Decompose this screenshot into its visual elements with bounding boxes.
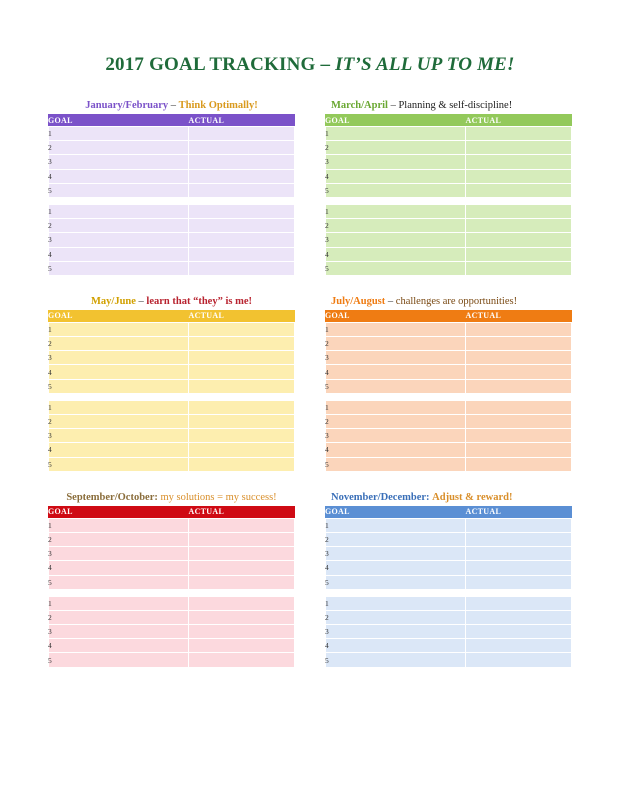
- page-title-main: 2017 GOAL TRACKING –: [105, 54, 336, 75]
- actual-cell[interactable]: [466, 127, 572, 141]
- actual-cell[interactable]: [466, 337, 572, 351]
- block-month-mar-apr: March/April: [331, 100, 388, 111]
- block-tagline-sep-oct: my solutions = my success!: [160, 491, 277, 503]
- goal-cell[interactable]: [325, 204, 466, 218]
- page-title: [0, 0, 620, 76]
- goal-cell[interactable]: [325, 596, 466, 610]
- table-row: [48, 261, 295, 275]
- goal-block-jul-aug: [325, 296, 572, 472]
- block-month-sep-oct: September/October:: [66, 491, 158, 503]
- actual-cell[interactable]: [189, 351, 295, 365]
- actual-cell[interactable]: [466, 547, 572, 561]
- table-row: [325, 127, 572, 141]
- goal-cell[interactable]: [48, 561, 189, 575]
- actual-cell[interactable]: [466, 365, 572, 379]
- goal-table-jan-feb: [48, 114, 295, 276]
- actual-cell[interactable]: [189, 625, 295, 639]
- table-row: [48, 596, 295, 610]
- table-row: [325, 219, 572, 233]
- goal-cell[interactable]: [325, 127, 466, 141]
- actual-cell[interactable]: [189, 457, 295, 471]
- goal-cell[interactable]: [48, 141, 189, 155]
- goal-cell[interactable]: [325, 261, 466, 275]
- actual-cell[interactable]: [466, 596, 572, 610]
- block-tagline-jul-aug: challenges are opportunities!: [395, 295, 518, 307]
- actual-cell[interactable]: [466, 183, 572, 197]
- table-row: [48, 575, 295, 589]
- table-row: [48, 532, 295, 546]
- goal-cell[interactable]: [325, 561, 466, 575]
- table-row: [325, 561, 572, 575]
- table-row: [48, 233, 295, 247]
- goal-block-mar-apr: [325, 100, 572, 276]
- table-row: [48, 415, 295, 429]
- gap-goal: [48, 589, 189, 596]
- actual-cell[interactable]: [466, 261, 572, 275]
- block-dash-jul-aug: –: [385, 295, 396, 307]
- table-row: [325, 183, 572, 197]
- actual-cell[interactable]: [466, 518, 572, 532]
- goal-table-nov-dec: [325, 506, 572, 668]
- actual-cell[interactable]: [189, 204, 295, 218]
- goal-cell[interactable]: [48, 351, 189, 365]
- table-row: [48, 169, 295, 183]
- column-header-actual: ACTUAL: [466, 310, 572, 323]
- table-gap-row: [48, 197, 295, 204]
- table-header-row: [325, 310, 572, 323]
- goal-cell[interactable]: [325, 610, 466, 624]
- table-row: [325, 233, 572, 247]
- goal-cell[interactable]: [325, 247, 466, 261]
- page-title-emphasis: IT’S ALL UP TO ME!: [335, 54, 515, 75]
- table-row: [48, 429, 295, 443]
- goal-cell[interactable]: [325, 575, 466, 589]
- table-row: [325, 415, 572, 429]
- table-row: [48, 127, 295, 141]
- goal-cell[interactable]: [48, 247, 189, 261]
- goal-cell[interactable]: [48, 653, 189, 667]
- goal-table-may-jun: [48, 310, 295, 472]
- actual-cell[interactable]: [189, 127, 295, 141]
- goal-cell[interactable]: [48, 233, 189, 247]
- goal-cell[interactable]: [48, 322, 189, 336]
- actual-cell[interactable]: [466, 141, 572, 155]
- actual-cell[interactable]: [189, 337, 295, 351]
- table-row: [325, 653, 572, 667]
- column-header-actual: ACTUAL: [466, 114, 572, 127]
- actual-cell[interactable]: [466, 532, 572, 546]
- actual-cell[interactable]: [189, 219, 295, 233]
- goal-cell[interactable]: [325, 653, 466, 667]
- actual-cell[interactable]: [466, 247, 572, 261]
- goal-blocks-grid: [0, 100, 620, 668]
- actual-cell[interactable]: [189, 379, 295, 393]
- column-header-goal: GOAL: [48, 310, 189, 323]
- actual-cell[interactable]: [189, 141, 295, 155]
- actual-cell[interactable]: [466, 204, 572, 218]
- table-header-row: [325, 114, 572, 127]
- table-row: [325, 155, 572, 169]
- actual-cell[interactable]: [189, 400, 295, 414]
- block-dash-jan-feb: –: [168, 100, 179, 111]
- block-month-jul-aug: July/August: [331, 295, 386, 307]
- block-heading-mar-apr: [325, 100, 572, 111]
- goal-cell[interactable]: [325, 429, 466, 443]
- table-row: [325, 518, 572, 532]
- table-row: [325, 351, 572, 365]
- goal-cell[interactable]: [48, 429, 189, 443]
- actual-cell[interactable]: [189, 547, 295, 561]
- block-tagline-mar-apr: Planning & self-discipline!: [398, 100, 513, 111]
- actual-cell[interactable]: [189, 261, 295, 275]
- goal-cell[interactable]: [48, 415, 189, 429]
- actual-cell[interactable]: [189, 365, 295, 379]
- table-row: [48, 365, 295, 379]
- table-header-row: [48, 114, 295, 127]
- gap-goal: [325, 393, 466, 400]
- actual-cell[interactable]: [189, 518, 295, 532]
- table-row: [325, 169, 572, 183]
- goal-cell[interactable]: [325, 518, 466, 532]
- actual-cell[interactable]: [189, 155, 295, 169]
- actual-cell[interactable]: [189, 610, 295, 624]
- goal-block-sep-oct: [48, 492, 295, 668]
- gap-actual: [189, 197, 295, 204]
- goal-cell[interactable]: [325, 322, 466, 336]
- actual-cell[interactable]: [189, 322, 295, 336]
- table-row: [48, 337, 295, 351]
- goal-cell[interactable]: [325, 625, 466, 639]
- goal-cell[interactable]: [325, 415, 466, 429]
- goal-block-may-jun: [48, 296, 295, 472]
- table-row: [48, 518, 295, 532]
- actual-cell[interactable]: [189, 596, 295, 610]
- block-dash-may-jun: –: [135, 295, 147, 307]
- actual-cell[interactable]: [189, 561, 295, 575]
- block-heading-may-jun: [48, 296, 295, 307]
- table-row: [325, 610, 572, 624]
- goal-cell[interactable]: [325, 169, 466, 183]
- actual-cell[interactable]: [466, 219, 572, 233]
- table-row: [48, 141, 295, 155]
- column-header-goal: GOAL: [325, 114, 466, 127]
- table-row: [48, 561, 295, 575]
- goal-cell[interactable]: [48, 639, 189, 653]
- table-row: [48, 610, 295, 624]
- table-row: [48, 351, 295, 365]
- block-dash-mar-apr: –: [387, 100, 399, 111]
- goal-cell[interactable]: [325, 443, 466, 457]
- table-row: [48, 183, 295, 197]
- gap-actual: [466, 589, 572, 596]
- goal-cell[interactable]: [48, 219, 189, 233]
- table-header-row: [325, 506, 572, 519]
- table-row: [48, 322, 295, 336]
- table-row: [48, 219, 295, 233]
- actual-cell[interactable]: [466, 575, 572, 589]
- table-row: [48, 547, 295, 561]
- goal-cell[interactable]: [48, 575, 189, 589]
- goal-cell[interactable]: [325, 379, 466, 393]
- goal-cell[interactable]: [48, 337, 189, 351]
- goal-cell[interactable]: [325, 400, 466, 414]
- table-gap-row: [325, 197, 572, 204]
- block-tagline-jan-feb: Think Optimally!: [178, 100, 258, 111]
- gap-goal: [48, 393, 189, 400]
- goal-cell[interactable]: [48, 443, 189, 457]
- column-header-goal: GOAL: [325, 310, 466, 323]
- actual-cell[interactable]: [466, 443, 572, 457]
- column-header-actual: ACTUAL: [189, 114, 295, 127]
- actual-cell[interactable]: [189, 653, 295, 667]
- table-row: [48, 400, 295, 414]
- goal-cell[interactable]: [325, 532, 466, 546]
- goal-cell[interactable]: [48, 204, 189, 218]
- actual-cell[interactable]: [189, 429, 295, 443]
- table-row: [325, 457, 572, 471]
- gap-goal: [48, 197, 189, 204]
- goal-cell[interactable]: [325, 141, 466, 155]
- column-header-actual: ACTUAL: [189, 310, 295, 323]
- table-row: [325, 532, 572, 546]
- block-month-may-jun: May/June: [91, 295, 136, 307]
- table-gap-row: [48, 589, 295, 596]
- table-row: [48, 155, 295, 169]
- actual-cell[interactable]: [189, 532, 295, 546]
- gap-actual: [466, 393, 572, 400]
- goal-cell[interactable]: [325, 365, 466, 379]
- column-header-actual: ACTUAL: [466, 506, 572, 519]
- goal-cell[interactable]: [48, 365, 189, 379]
- column-header-actual: ACTUAL: [189, 506, 295, 519]
- table-row: [48, 204, 295, 218]
- table-row: [325, 596, 572, 610]
- goal-table-sep-oct: [48, 506, 295, 668]
- goal-cell[interactable]: [48, 625, 189, 639]
- table-row: [325, 379, 572, 393]
- table-row: [325, 443, 572, 457]
- actual-cell[interactable]: [189, 415, 295, 429]
- goal-cell[interactable]: [325, 547, 466, 561]
- column-header-goal: GOAL: [325, 506, 466, 519]
- goal-cell[interactable]: [48, 155, 189, 169]
- actual-cell[interactable]: [189, 443, 295, 457]
- table-row: [325, 575, 572, 589]
- table-row: [48, 625, 295, 639]
- actual-cell[interactable]: [466, 400, 572, 414]
- table-row: [325, 365, 572, 379]
- goal-cell[interactable]: [48, 596, 189, 610]
- goal-cell[interactable]: [48, 183, 189, 197]
- block-tagline-may-jun: learn that “they” is me!: [146, 295, 252, 307]
- goal-cell[interactable]: [325, 155, 466, 169]
- actual-cell[interactable]: [466, 169, 572, 183]
- column-header-goal: GOAL: [48, 114, 189, 127]
- block-heading-nov-dec: [325, 492, 572, 503]
- actual-cell[interactable]: [466, 457, 572, 471]
- table-row: [325, 247, 572, 261]
- table-gap-row: [325, 589, 572, 596]
- actual-cell[interactable]: [189, 233, 295, 247]
- actual-cell[interactable]: [466, 429, 572, 443]
- goal-block-jan-feb: [48, 100, 295, 276]
- table-row: [325, 204, 572, 218]
- table-row: [48, 247, 295, 261]
- table-header-row: [48, 310, 295, 323]
- gap-actual: [466, 197, 572, 204]
- table-gap-row: [48, 393, 295, 400]
- goal-cell[interactable]: [48, 532, 189, 546]
- goal-cell[interactable]: [325, 233, 466, 247]
- actual-cell[interactable]: [189, 247, 295, 261]
- goal-cell[interactable]: [48, 457, 189, 471]
- goal-cell[interactable]: [325, 337, 466, 351]
- goal-cell[interactable]: [48, 518, 189, 532]
- table-row: [325, 400, 572, 414]
- table-row: [325, 625, 572, 639]
- table-row: [48, 457, 295, 471]
- goal-block-nov-dec: [325, 492, 572, 668]
- goal-cell[interactable]: [48, 379, 189, 393]
- goal-cell[interactable]: [325, 457, 466, 471]
- actual-cell[interactable]: [189, 183, 295, 197]
- actual-cell[interactable]: [466, 653, 572, 667]
- table-row: [325, 261, 572, 275]
- goal-table-jul-aug: [325, 310, 572, 472]
- goal-cell[interactable]: [48, 127, 189, 141]
- gap-goal: [325, 197, 466, 204]
- actual-cell[interactable]: [189, 169, 295, 183]
- block-tagline-nov-dec: Adjust & reward!: [432, 491, 513, 503]
- gap-actual: [189, 393, 295, 400]
- table-row: [48, 379, 295, 393]
- goal-cell[interactable]: [325, 639, 466, 653]
- actual-cell[interactable]: [466, 561, 572, 575]
- table-row: [325, 429, 572, 443]
- block-heading-sep-oct: [48, 492, 295, 503]
- actual-cell[interactable]: [466, 351, 572, 365]
- column-header-goal: GOAL: [48, 506, 189, 519]
- goal-cell[interactable]: [48, 169, 189, 183]
- table-row: [325, 547, 572, 561]
- actual-cell[interactable]: [189, 639, 295, 653]
- table-row: [48, 443, 295, 457]
- table-row: [48, 653, 295, 667]
- table-gap-row: [325, 393, 572, 400]
- table-row: [325, 141, 572, 155]
- actual-cell[interactable]: [466, 625, 572, 639]
- table-row: [325, 639, 572, 653]
- goal-cell[interactable]: [325, 183, 466, 197]
- goal-cell[interactable]: [48, 547, 189, 561]
- table-header-row: [48, 506, 295, 519]
- block-month-jan-feb: January/February: [85, 100, 169, 111]
- actual-cell[interactable]: [189, 575, 295, 589]
- block-month-nov-dec: November/December:: [331, 491, 430, 503]
- actual-cell[interactable]: [466, 610, 572, 624]
- actual-cell[interactable]: [466, 322, 572, 336]
- gap-goal: [325, 589, 466, 596]
- table-row: [325, 322, 572, 336]
- goal-cell[interactable]: [325, 351, 466, 365]
- actual-cell[interactable]: [466, 233, 572, 247]
- block-heading-jan-feb: [48, 100, 295, 111]
- actual-cell[interactable]: [466, 415, 572, 429]
- actual-cell[interactable]: [466, 155, 572, 169]
- actual-cell[interactable]: [466, 639, 572, 653]
- goal-cell[interactable]: [48, 610, 189, 624]
- table-row: [325, 337, 572, 351]
- goal-cell[interactable]: [48, 261, 189, 275]
- goal-table-mar-apr: [325, 114, 572, 276]
- gap-actual: [189, 589, 295, 596]
- goal-cell[interactable]: [48, 400, 189, 414]
- actual-cell[interactable]: [466, 379, 572, 393]
- table-row: [48, 639, 295, 653]
- goal-cell[interactable]: [325, 219, 466, 233]
- block-heading-jul-aug: [325, 296, 572, 307]
